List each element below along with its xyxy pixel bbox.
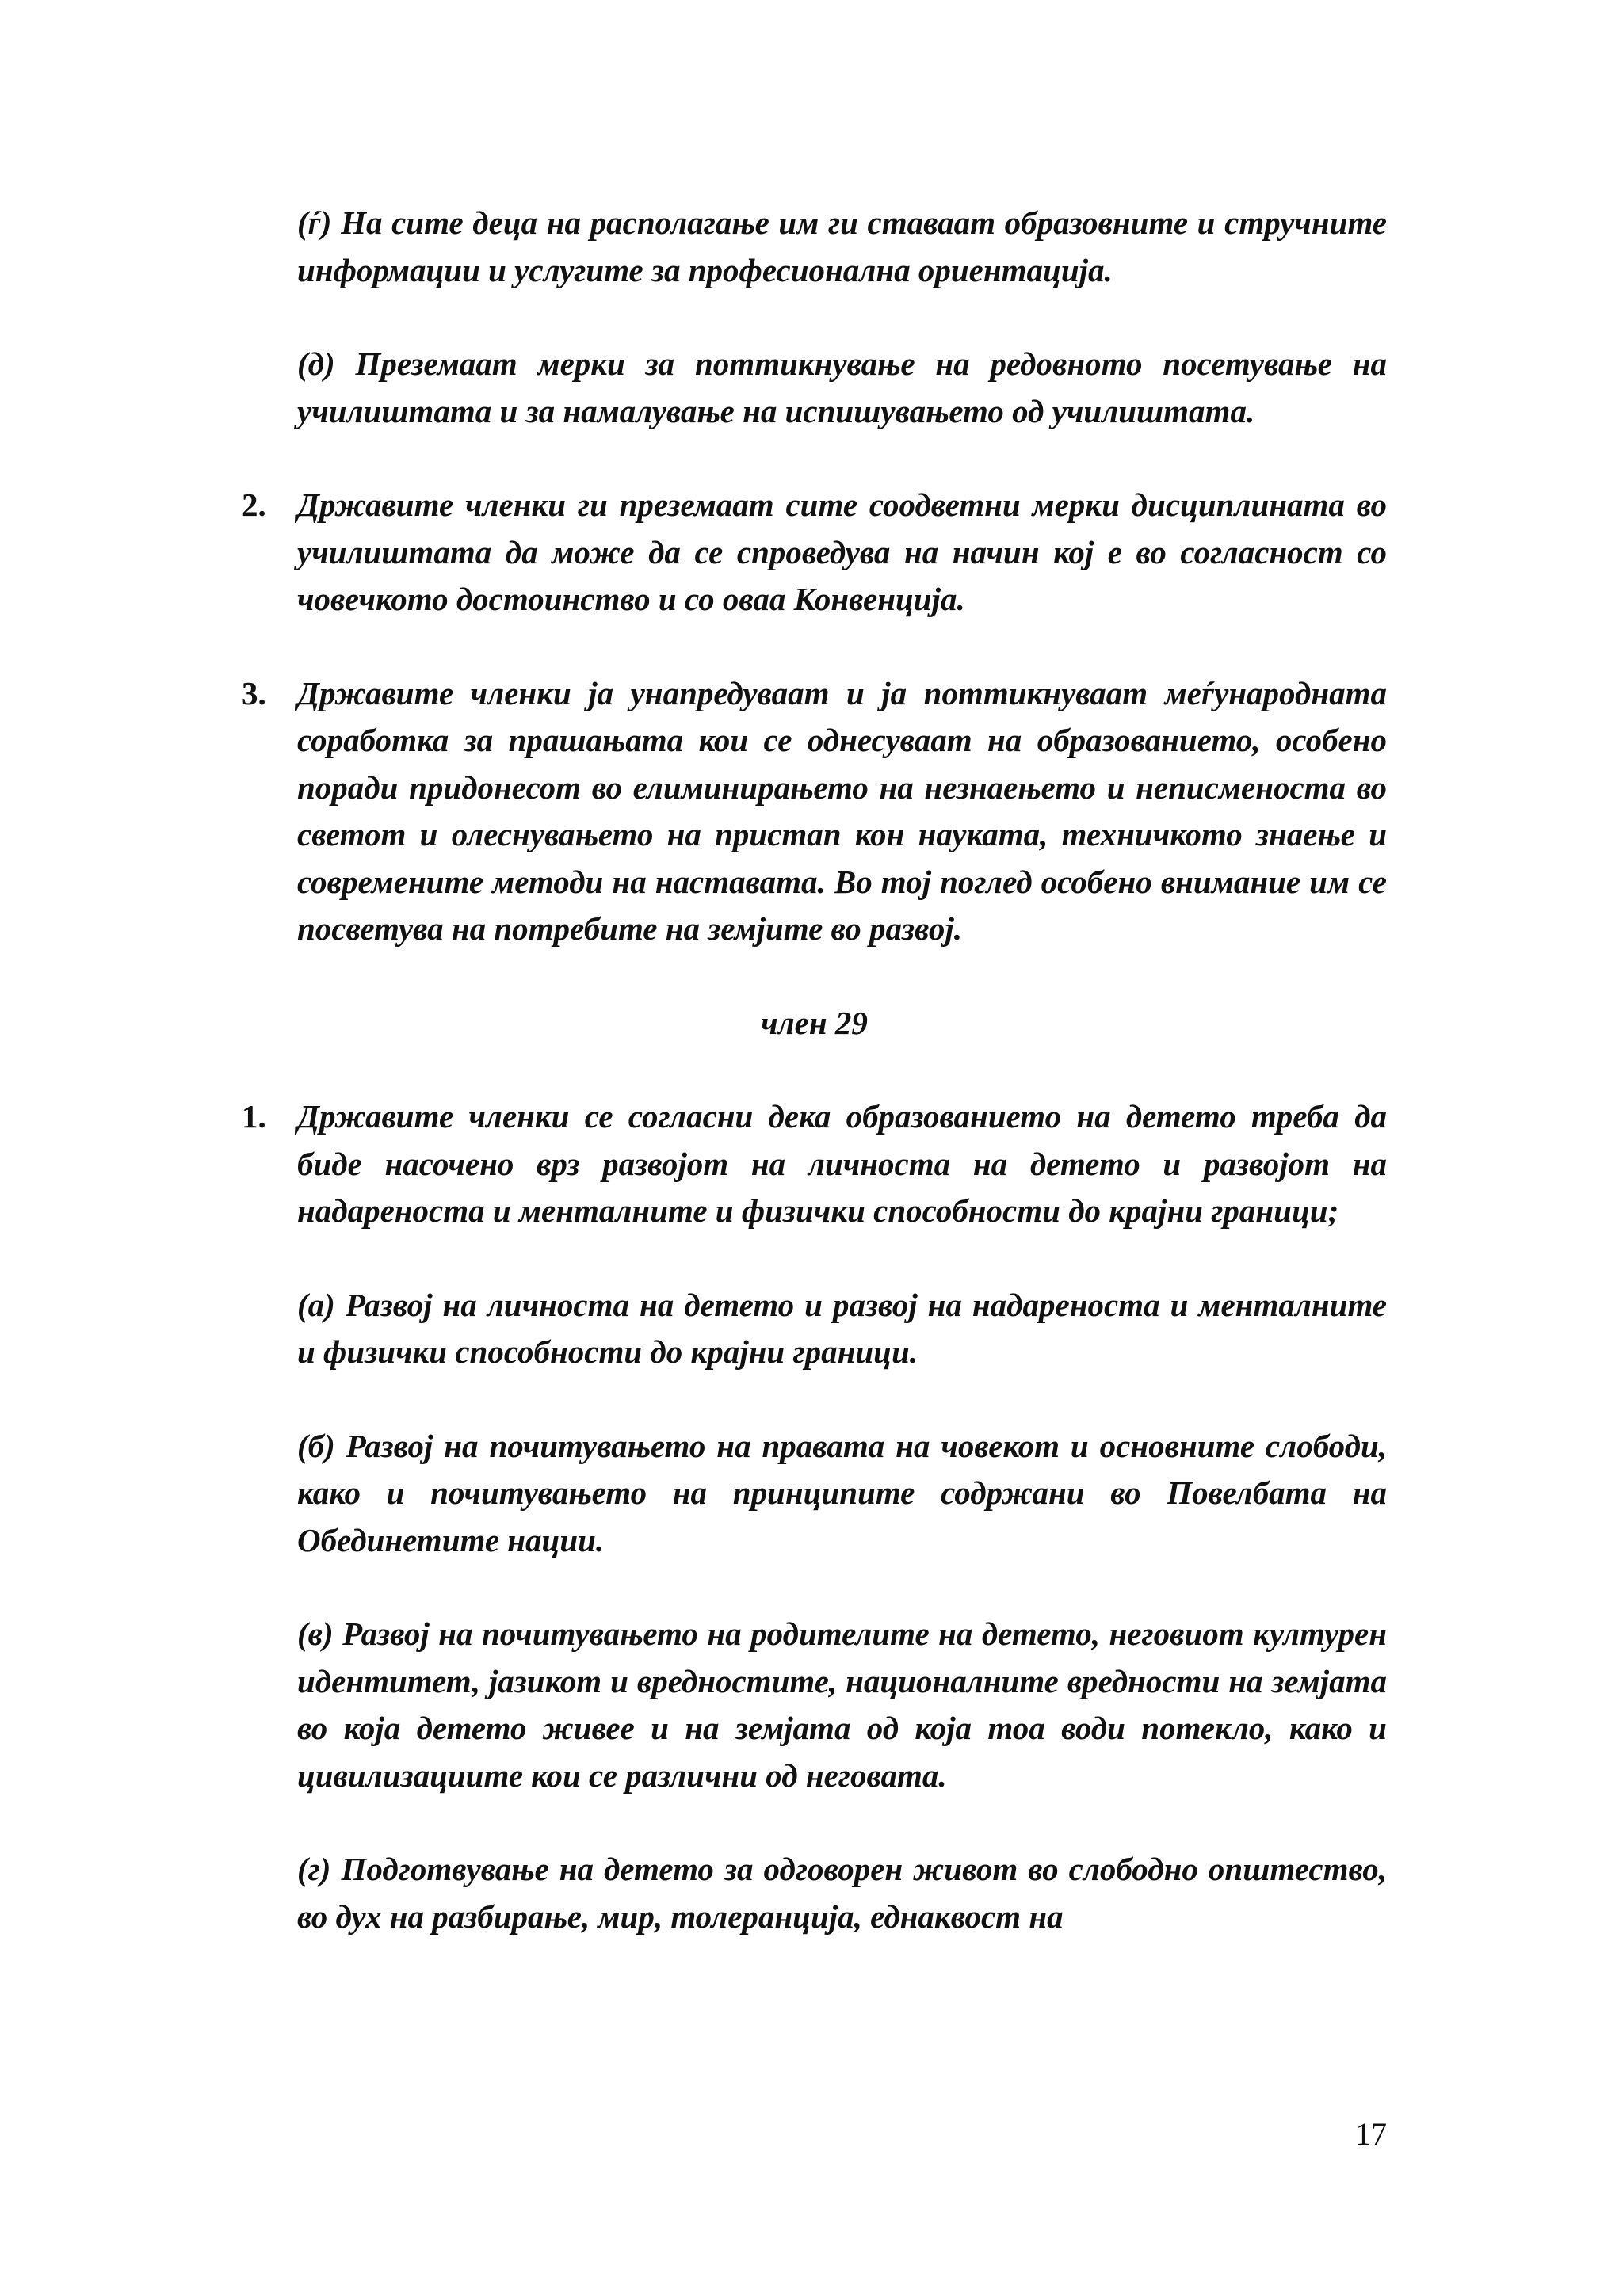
numbered-paragraph-1 [242, 1093, 1387, 1235]
page-content [242, 200, 1387, 1940]
paragraph-d-attendance: (д) Преземаат мерки за поттикнување на редовното посетување на училиштата и за намалување на испишувањето од училиштата. [297, 345, 1387, 429]
paragraph-gap [242, 435, 1387, 482]
page-number: 17 [1355, 2116, 1387, 2152]
paragraph-v-respect-parents: (в) Развој на почитувањето на родителите на детето, неговиот културен идентитет, јазикот и вредностите, националните вредности на земјата во која детето живее и на земјата од која тоа води потекло, како и цивилизациите кои се различни од неговата. [297, 1615, 1387, 1794]
article-heading: член 29 [761, 1004, 868, 1041]
paragraph-b-human-rights: (б) Развој на почитувањето на правата на човекот и основните слободи, како и почитувањето на принципите содржани во Повелбата на Обединетите нации. [297, 1427, 1387, 1558]
paragraph-gap [242, 1376, 1387, 1423]
paragraph-gap [242, 1235, 1387, 1282]
paragraph-text: Државите членки ја унапредуваат и ја поттикнуваат меѓународната соработка за прашањата кои се однесуваат на образованието, особено поради придонесот во елиминирањето на незнаењето и неписменоста во светот и олеснувањето на пристап кон науката, техничкото знаење и современите методи на наставата. Во тој поглед особено внимание им се посветува на потребите на земјите во развој. [297, 674, 1387, 947]
paragraph-gap [242, 953, 1387, 1000]
numbered-paragraph-3 [242, 670, 1387, 953]
paragraph-gap [242, 294, 1387, 341]
paragraph-gap [242, 1799, 1387, 1846]
paragraph-number: 3. [242, 674, 266, 711]
paragraph-number: 1. [242, 1098, 266, 1135]
numbered-paragraph-2 [242, 482, 1387, 624]
paragraph-gap [242, 1564, 1387, 1611]
paragraph-text: Државите членки се согласни дека образованието на детето треба да биде насочено врз развојот на личноста на детето и развојот на надареноста и менталните и физички способности до крајни граници; [297, 1098, 1387, 1229]
paragraph-gap [242, 1047, 1387, 1093]
paragraph-g-information: (ѓ) На сите деца на располагање им ги ставаат образовните и стручните информации и услугите за професионална ориентација. [297, 204, 1387, 288]
paragraph-number: 2. [242, 486, 266, 523]
paragraph-a-personality: (а) Развој на личноста на детето и развој на надареноста и менталните и физички способности до крајни граници. [297, 1286, 1387, 1370]
paragraph-g-responsible-life: (г) Подготвување на детето за одговорен живот во слободно општество, во дух на разбирање, мир, толеранција, еднаквост на [297, 1851, 1387, 1935]
paragraph-gap [242, 624, 1387, 670]
paragraph-text: Државите членки ги преземаат сите соодветни мерки дисциплината во училиштата да може да се спроведува на начин кој е во согласност со човечкото достоинство и со оваа Конвенција. [297, 486, 1387, 617]
